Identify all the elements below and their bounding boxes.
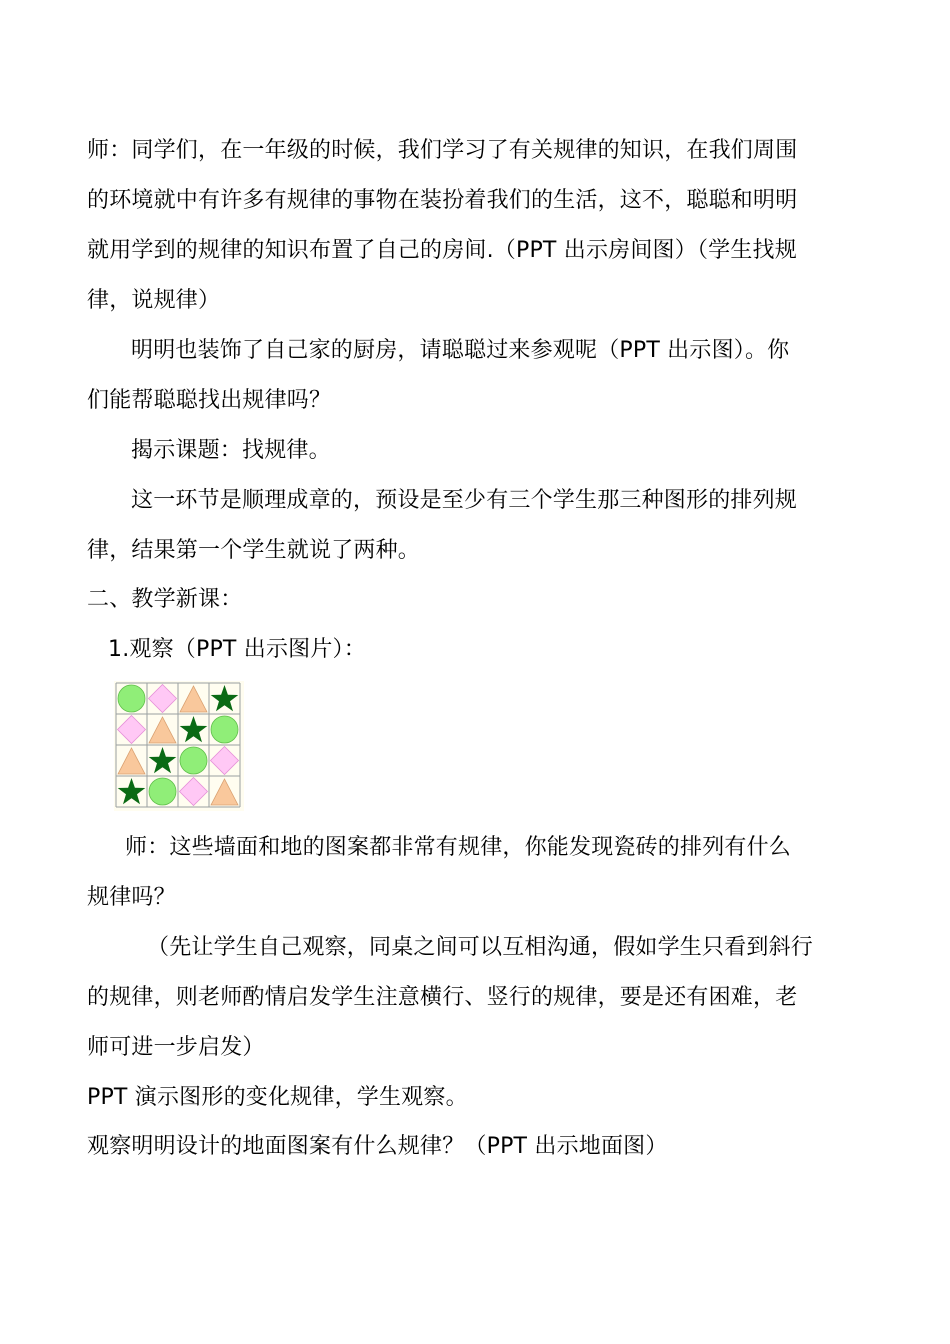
paragraph-line-14: （先让学生自己观察，同桌之间可以互相沟通，假如学生只看到斜行	[147, 935, 814, 960]
tile-circle	[180, 747, 207, 774]
subsection-heading: 1.观察（PPT 出示图片）：	[108, 637, 366, 662]
tile-pattern-figure	[114, 681, 244, 811]
tile-circle	[211, 716, 238, 743]
paragraph-line-4: 律，说规律）	[87, 288, 221, 313]
paragraph-line-9: 律，结果第一个学生就说了两种。	[87, 538, 421, 563]
paragraph-line-13: 规律吗？	[87, 885, 176, 910]
paragraph-line-7: 揭示课题：找规律。	[131, 438, 331, 463]
section-heading: 二、教学新课：	[87, 587, 243, 612]
paragraph-line-12: 师：这些墙面和地的图案都非常有规律，你能发现瓷砖的排列有什么	[125, 835, 792, 860]
paragraph-line-3: 就用学到的规律的知识布置了自己的房间.（PPT 出示房间图）（学生找规	[87, 238, 797, 263]
paragraph-line-18: 观察明明设计的地面图案有什么规律？（PPT 出示地面图）	[87, 1134, 668, 1159]
tile-circle	[149, 778, 176, 805]
paragraph-line-16: 师可进一步启发）	[87, 1035, 265, 1060]
paragraph-line-15: 的规律，则老师酌情启发学生注意横行、竖行的规律，要是还有困难，老	[87, 985, 798, 1010]
tile-circle	[118, 685, 145, 712]
paragraph-line-17: PPT 演示图形的变化规律，学生观察。	[87, 1085, 468, 1110]
paragraph-line-8: 这一环节是顺理成章的，预设是至少有三个学生那三种图形的排列规	[131, 488, 798, 513]
paragraph-line-6: 们能帮聪聪找出规律吗？	[87, 388, 332, 413]
paragraph-line-1: 师：同学们，在一年级的时候，我们学习了有关规律的知识，在我们周围	[87, 138, 798, 163]
paragraph-line-5: 明明也装饰了自己家的厨房，请聪聪过来参观呢（PPT 出示图）。你	[131, 338, 790, 363]
paragraph-line-2: 的环境就中有许多有规律的事物在装扮着我们的生活，这不，聪聪和明明	[87, 188, 798, 213]
